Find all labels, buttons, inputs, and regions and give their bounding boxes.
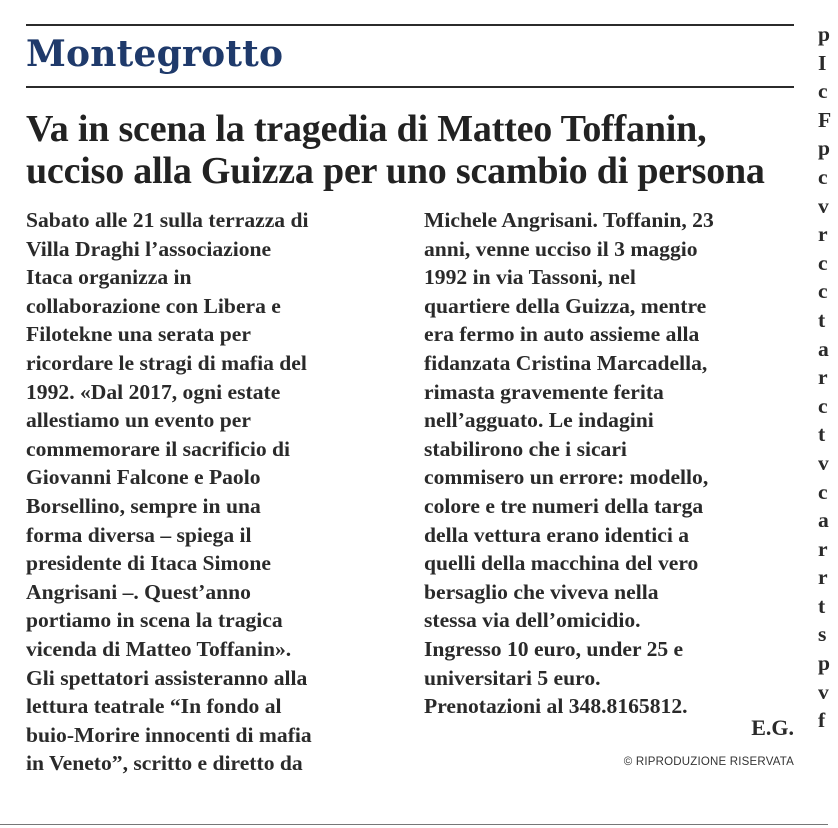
text-line: r: [818, 365, 828, 390]
article-column-1: [26, 206, 396, 778]
text-line: Angrisani –. Quest’anno: [26, 579, 251, 604]
text-line: buio-Morire innocenti di mafia: [26, 722, 312, 747]
text-line: presidente di Itaca Simone: [26, 551, 271, 576]
headline: [26, 108, 806, 192]
text-line: Michele Angrisani. Toffanin, 23: [424, 208, 714, 232]
text-line: nell’agguato. Le indagini: [424, 408, 654, 433]
headline-line: Va in scena la tragedia di Matteo Toffanin,: [26, 108, 707, 150]
text-line: c: [818, 164, 828, 189]
text-line: c: [818, 250, 828, 275]
text-line: p: [818, 651, 831, 676]
text-line: della vettura erano identici a: [424, 522, 690, 547]
text-line: F: [818, 107, 832, 132]
text-line: v: [818, 679, 829, 704]
text-line: commisero un errore: modello,: [424, 465, 709, 490]
copyright-notice: © RIPRODUZIONE RISERVATA: [623, 756, 794, 768]
text-line: a: [818, 508, 829, 533]
text-line: anni, venne ucciso il 3 maggio: [424, 236, 698, 261]
text-line: era fermo in auto assieme alla: [424, 322, 700, 347]
text-line: p: [818, 136, 831, 161]
text-line: stessa via dell’omicidio.: [424, 608, 641, 633]
text-line: t: [818, 307, 826, 332]
text-line: 1992. «Dal 2017, ogni estate: [26, 379, 281, 404]
text-line: ricordare le stragi di mafia del: [26, 350, 307, 375]
text-line: t: [818, 422, 826, 447]
text-line: commemorare il sacrificio di: [26, 436, 291, 461]
text-line: rimasta gravemente ferita: [424, 379, 664, 404]
text-line: bersaglio che viveva nella: [424, 579, 659, 604]
text-line: Giovanni Falcone e Paolo: [26, 465, 261, 490]
text-line: c: [818, 279, 828, 304]
text-line: Sabato alle 21 sulla terrazza di: [26, 208, 309, 232]
text-line: Itaca organizza in: [26, 265, 192, 290]
text-line: fidanzata Cristina Marcadella,: [424, 350, 708, 375]
text-line: vicenda di Matteo Toffanin».: [26, 636, 292, 661]
text-line: lettura teatrale “In fondo al: [26, 694, 282, 719]
text-line: in Veneto”, scritto e diretto da: [26, 751, 303, 776]
text-line: quartiere della Guizza, mentre: [424, 293, 707, 318]
text-line: t: [818, 593, 826, 618]
text-line: 1992 in via Tassoni, nel: [424, 265, 636, 290]
text-line: s: [818, 622, 827, 647]
text-line: collaborazione con Libera e: [26, 293, 281, 318]
text-line: colore e tre numeri della targa: [424, 493, 704, 518]
text-line: quelli della macchina del vero: [424, 551, 699, 576]
top-rule: [26, 24, 794, 26]
text-line: r: [818, 565, 828, 590]
text-line: Filotekne una serata per: [26, 322, 251, 347]
headline-line: ucciso alla Guizza per uno scambio di persona: [26, 150, 765, 192]
text-line: v: [818, 193, 829, 218]
article-column-2: [424, 206, 796, 721]
text-line: Villa Draghi l’associazione: [26, 236, 272, 261]
text-line: stabilirono che i sicari: [424, 436, 627, 461]
text-line: allestiamo un evento per: [26, 408, 251, 433]
text-line: f: [818, 708, 826, 733]
text-line: v: [818, 450, 829, 475]
text-line: Borsellino, sempre in una: [26, 493, 261, 518]
text-line: Ingresso 10 euro, under 25 e: [424, 636, 684, 661]
text-line: I: [818, 50, 827, 75]
text-line: universitari 5 euro.: [424, 665, 601, 690]
text-line: r: [818, 222, 828, 247]
adjacent-article-edge: [818, 20, 838, 735]
text-line: Gli spettatori assisteranno alla: [26, 665, 308, 690]
text-line: r: [818, 536, 828, 561]
text-line: portiamo in scena la tragica: [26, 608, 283, 633]
text-line: Prenotazioni al 348.8165812.: [424, 694, 688, 719]
bottom-rule: [0, 824, 828, 825]
section-rule: [26, 86, 794, 88]
text-line: forma diversa – spiega il: [26, 522, 252, 547]
text-line: p: [818, 22, 831, 46]
text-line: c: [818, 79, 828, 104]
text-line: a: [818, 336, 829, 361]
author-initials: E.G.: [751, 715, 794, 740]
text-line: c: [818, 393, 828, 418]
section-title: Montegrotto: [26, 33, 284, 75]
text-line: c: [818, 479, 828, 504]
